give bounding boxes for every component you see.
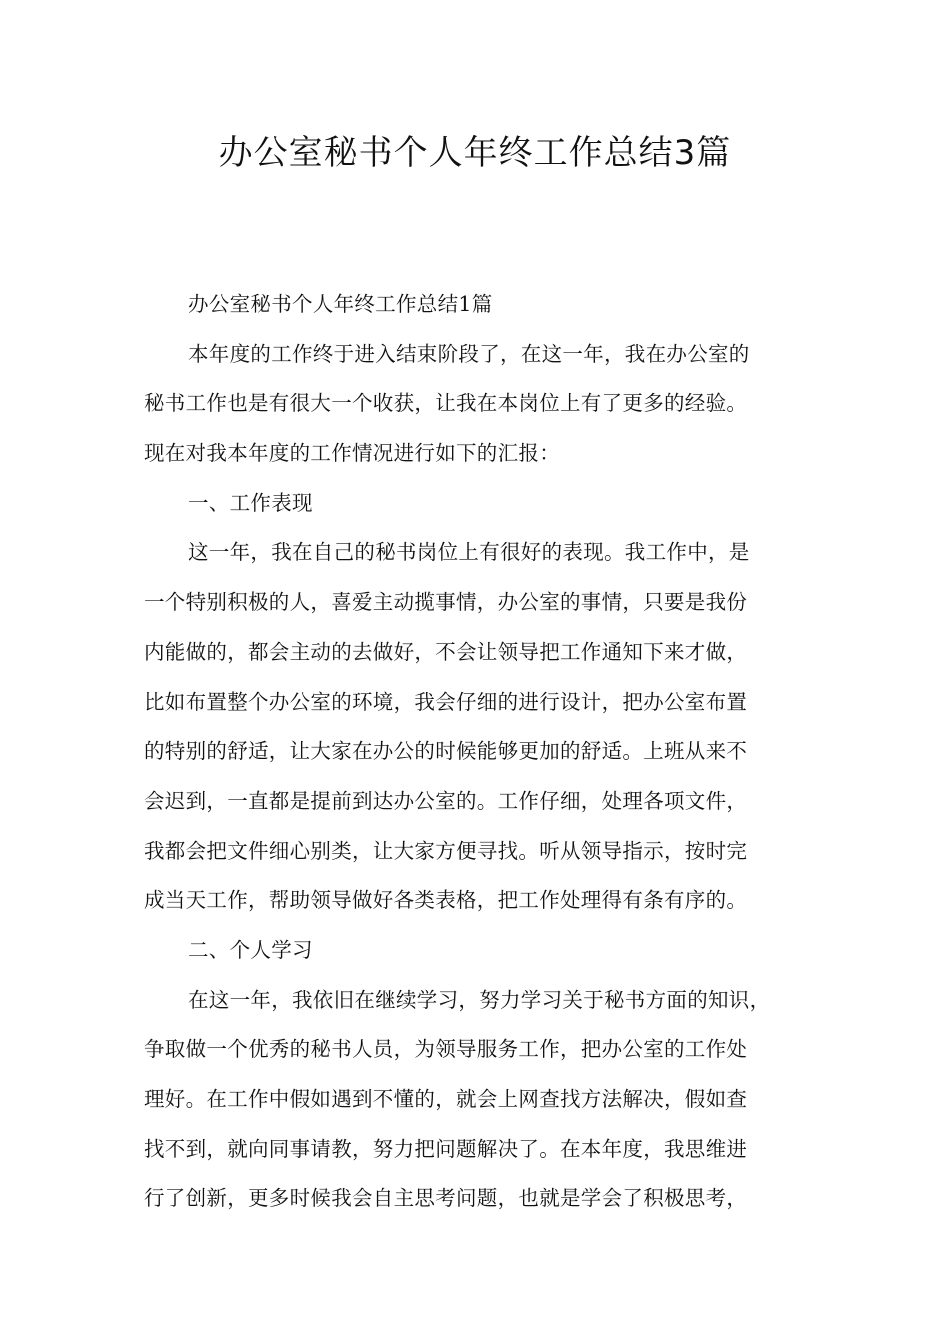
paragraph-line: 现在对我本年度的工作情况进行如下的汇报：	[144, 441, 560, 466]
paragraph-line: 行了创新，更多时候我会自主思考问题，也就是学会了积极思考，	[144, 1186, 748, 1211]
paragraph-line: 理好。在工作中假如遇到不懂的，就会上网查找方法解决，假如查	[144, 1087, 748, 1111]
paragraph-line: 争取做一个优秀的秘书人员，为领导服务工作，把办公室的工作处	[144, 1037, 748, 1062]
paragraph-line: 我都会把文件细心别类，让大家方便寻找。听从领导指示，按时完	[144, 838, 748, 863]
paragraph-line: 秘书工作也是有很大一个收获，让我在本岗位上有了更多的经验。	[144, 391, 748, 416]
paragraph-line: 本年度的工作终于进入结束阶段了，在这一年，我在办公室的	[188, 341, 750, 366]
paragraph-line: 内能做的，都会主动的去做好，不会让领导把工作通知下来才做，	[144, 639, 748, 664]
paragraph-line: 找不到，就向同事请教，努力把问题解决了。在本年度，我思维进	[144, 1136, 748, 1161]
paragraph-line: 在这一年，我依旧在继续学习，努力学习关于秘书方面的知识，	[188, 987, 771, 1012]
paragraph-line: 比如布置整个办公室的环境，我会仔细的进行设计，把办公室布置	[144, 689, 748, 714]
section-heading: 一、工作表现	[188, 490, 313, 515]
paragraph-line: 一个特别积极的人，喜爱主动揽事情，办公室的事情，只要是我份	[144, 590, 748, 615]
paragraph-line: 的特别的舒适，让大家在办公的时候能够更加的舒适。上班从来不	[144, 739, 748, 764]
document-title: 办公室秘书个人年终工作总结3篇	[218, 133, 732, 173]
document-body	[144, 280, 824, 1224]
section-heading: 二、个人学习	[188, 937, 313, 962]
paragraph-line: 成当天工作，帮助领导做好各类表格，把工作处理得有条有序的。	[144, 888, 748, 913]
subtitle-line: 办公室秘书个人年终工作总结1篇	[188, 292, 493, 316]
paragraph-line: 会迟到，一直都是提前到达办公室的。工作仔细，处理各项文件，	[144, 788, 748, 813]
paragraph-line: 这一年，我在自己的秘书岗位上有很好的表现。我工作中，是	[188, 540, 750, 565]
